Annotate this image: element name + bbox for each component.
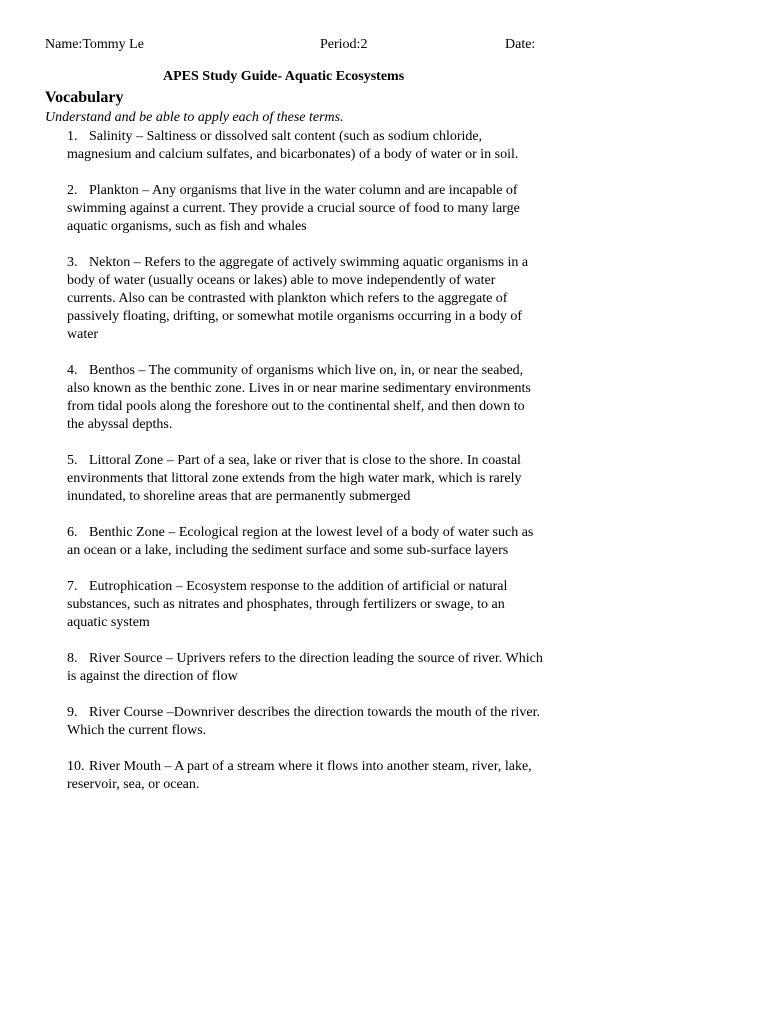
- date-label: Date:: [505, 37, 536, 52]
- term-definition: The community of organisms which live on, in, or near the seabed, also known as the benthic zone. Lives in or near marine sedimentary environments from tidal pools along the foreshore out to the continental shelf, and then down to the abyssal depths.: [67, 363, 531, 432]
- term-name: River Source: [89, 651, 163, 666]
- term-definition: A part of a stream where it flows into another steam, river, lake, reservoir, sea, or ocean.: [67, 759, 532, 792]
- vocab-item: [67, 704, 545, 740]
- term-definition: Part of a sea, lake or river that is close to the shore. In coastal environments that littoral zone extends from the high water mark, which is rarely inundated, to shoreline areas that are permanently submerged: [67, 453, 522, 504]
- item-number: 1.: [67, 129, 78, 144]
- item-number: 4.: [67, 363, 78, 378]
- item-number: 7.: [67, 579, 78, 594]
- term-definition: Uprivers refers to the direction leading the source of river. Which is against the direction of flow: [67, 651, 543, 684]
- vocabulary-list: [67, 128, 545, 812]
- class-period: Period:2: [320, 37, 368, 52]
- term-separator: –: [163, 453, 178, 468]
- term-name: Benthic Zone: [89, 525, 165, 540]
- term-definition: Saltiness or dissolved salt content (such as sodium chloride, magnesium and calcium sulfates, and bicarbonates) of a body of water or in soil.: [67, 129, 519, 162]
- term-separator: –: [163, 705, 174, 720]
- vocab-item: [67, 524, 545, 560]
- item-number: 3.: [67, 255, 78, 270]
- term-definition: Refers to the aggregate of actively swimming aquatic organisms in a body of water (usually oceans or lakes) able to move independently of water currents. Also can be contrasted with plankton which refers to the aggregate of passively floating, drifting, or somewhat motile organisms occurring in a body of water: [67, 255, 529, 342]
- item-number: 6.: [67, 525, 78, 540]
- vocab-item: [67, 128, 545, 164]
- term-separator: –: [138, 183, 153, 198]
- term-definition: Ecological region at the lowest level of a body of water such as an ocean or a lake, including the sediment surface and some sub-surface layers: [67, 525, 534, 558]
- section-heading: Vocabulary: [45, 89, 124, 106]
- vocab-item: [67, 182, 545, 236]
- term-name: Salinity: [89, 129, 133, 144]
- term-definition: Downriver describes the direction towards the mouth of the river. Which the current flows.: [67, 705, 540, 738]
- instructions-text: Understand and be able to apply each of these terms.: [45, 110, 344, 125]
- term-separator: –: [132, 129, 147, 144]
- term-name: Eutrophication: [89, 579, 173, 594]
- item-number: 2.: [67, 183, 78, 198]
- term-separator: –: [160, 759, 175, 774]
- term-name: Littoral Zone: [89, 453, 164, 468]
- term-separator: –: [130, 255, 145, 270]
- vocab-item: [67, 254, 545, 344]
- item-number: 9.: [67, 705, 78, 720]
- term-name: Plankton: [89, 183, 139, 198]
- term-name: Benthos: [89, 363, 135, 378]
- term-definition: Ecosystem response to the addition of artificial or natural substances, such as nitrates and phosphates, through fertilizers or swage, to an aquatic system: [67, 579, 508, 630]
- term-separator: –: [162, 651, 177, 666]
- vocab-item: [67, 452, 545, 506]
- term-name: River Course: [89, 705, 164, 720]
- vocab-item: [67, 578, 545, 632]
- term-name: River Mouth: [89, 759, 161, 774]
- term-separator: –: [164, 525, 179, 540]
- item-number: 8.: [67, 651, 78, 666]
- item-number: 10.: [67, 759, 85, 774]
- term-separator: –: [172, 579, 187, 594]
- term-definition: Any organisms that live in the water column and are incapable of swimming against a current. They provide a crucial source of food to many large aquatic organisms, such as fish and whales: [67, 183, 520, 234]
- term-separator: –: [134, 363, 149, 378]
- term-name: Nekton: [89, 255, 131, 270]
- item-number: 5.: [67, 453, 78, 468]
- vocab-item: [67, 650, 545, 686]
- vocab-item: [67, 362, 545, 434]
- vocab-item: [67, 758, 545, 794]
- document-title: APES Study Guide- Aquatic Ecosystems: [163, 69, 405, 84]
- student-name: Name:Tommy Le: [45, 37, 144, 52]
